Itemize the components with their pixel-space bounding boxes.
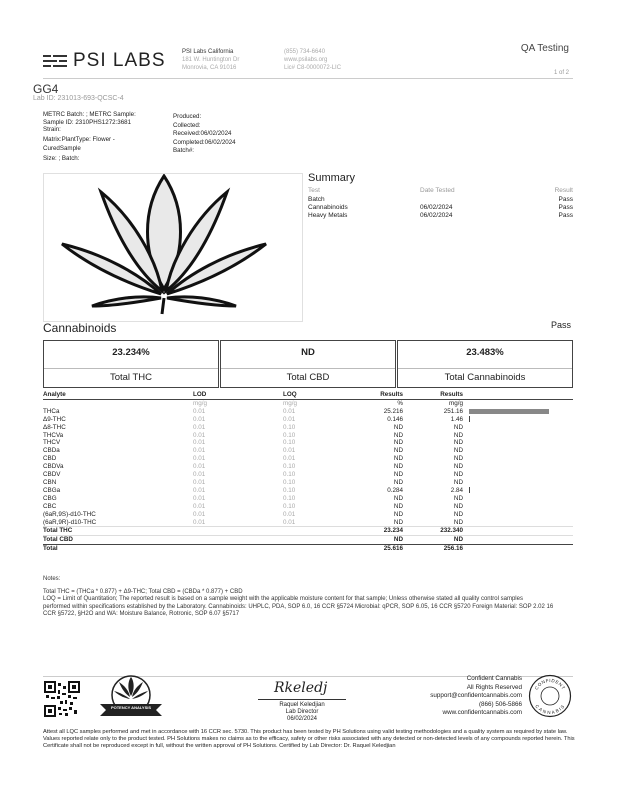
lod-value: 0.01 xyxy=(193,415,206,423)
table-row xyxy=(43,463,573,471)
result-mg: ND xyxy=(453,510,463,518)
result-bar-cell xyxy=(463,487,573,495)
result-bar-cell xyxy=(463,463,573,471)
result-percent: ND xyxy=(393,423,403,431)
signatory: Raquel Keledjian Lab Director 06/02/2024 xyxy=(279,702,325,722)
result-bar xyxy=(469,416,470,422)
summary-row: Cannabinoids 06/02/2024 Pass xyxy=(308,204,573,211)
result-percent: ND xyxy=(393,478,403,486)
header-divider xyxy=(43,78,573,79)
table-row xyxy=(43,439,573,447)
sample-image xyxy=(43,173,303,322)
notes-body: Total THC = (THCa * 0.877) + Δ9-THC; Total CBD = (CBDa * 0.877) + CBD LOQ = Limit of Quantitation; The reported result is based on a sample weight with the applicable moisture content for that sample; Unless otherwise stated all quality control samples performed within specifications established by the Laboratory. Cannabinoids: UHPLC, PDA, SOP 6.0, 16 CCR §5724 Microbial: qPCR, SOP 6.05, 16 CCR §5720 Foreign Material: SOP 2.02 16 CCR §5722, §H2O and WA: Moisture Balance, Rotronic, SOP 6.07 §5717 xyxy=(43,589,554,617)
loq-value: 0.01 xyxy=(283,447,296,455)
loq-value: 0.01 xyxy=(283,518,296,526)
notes-title: Notes: xyxy=(43,576,61,582)
svg-text:CONFIDENT: CONFIDENT xyxy=(533,677,567,691)
analyte-name: CBGa xyxy=(43,486,61,494)
table-row xyxy=(43,424,573,432)
result-mg: ND xyxy=(453,502,463,510)
analyte-name: CBDVa xyxy=(43,463,64,471)
table-row xyxy=(43,471,573,479)
result-bar-cell xyxy=(463,432,573,440)
result-mg: 1.46 xyxy=(450,415,463,423)
loq-value: 0.01 xyxy=(283,415,296,423)
lod-value: 0.01 xyxy=(193,439,206,447)
potency-badge xyxy=(90,672,172,722)
analyte-name: THCa xyxy=(43,407,60,415)
lod-value: 0.01 xyxy=(193,502,206,510)
signature-line xyxy=(258,699,346,700)
summary-rows xyxy=(308,196,573,220)
analyte-name: CBG xyxy=(43,494,57,502)
brand-name: PSI LABS xyxy=(73,50,166,71)
footer-disclaimer: Attest all LQC samples performed and met in accordance with 16 CCR sec. 5730. This product has been tested by PH Solutions using valid testing methodologies and a quality system as required by state law. Values reported relate only to the product tested. PH Solutions makes no claims as to the efficacy, safety or other risks associated with any detected or non-detected levels of any compounds reported herein. This Certificate shall not be reproduced except in full, without the written approval of PH Solutions. Certified by Lab Director: Dr. Raquel Keledjian xyxy=(43,729,575,749)
result-mg: 251.16 xyxy=(443,407,463,415)
lod-value: 0.01 xyxy=(193,447,206,455)
signature: Rkeledj xyxy=(274,680,328,696)
lod-value: 0.01 xyxy=(193,431,206,439)
cannabis-badge-icon xyxy=(90,672,172,722)
result-percent: 25.216 xyxy=(383,407,403,415)
analyte-name: CBC xyxy=(43,502,57,510)
loq-value: 0.01 xyxy=(283,455,296,463)
result-percent: ND xyxy=(393,518,403,526)
analyte-name: CBDa xyxy=(43,447,60,455)
result-bar-cell xyxy=(463,511,573,519)
qr-code xyxy=(44,681,80,717)
cannabis-leaf-icon xyxy=(44,174,302,321)
confident-cannabis-seal xyxy=(528,674,572,718)
table-row xyxy=(43,455,573,463)
lab-contact: (855) 734-6640 www.psilabs.org Lic# C8-0000072-LIC xyxy=(284,49,342,71)
table-row xyxy=(43,519,573,527)
analyte-name: (6aR,9R)-d10-THC xyxy=(43,518,97,526)
result-bar-cell xyxy=(463,447,573,455)
page-number: 1 of 2 xyxy=(553,70,569,76)
summary-title: Summary xyxy=(308,172,356,184)
result-percent: 0.284 xyxy=(387,486,403,494)
lod-value: 0.01 xyxy=(193,463,206,471)
analyte-name: Δ9-THC xyxy=(43,415,66,423)
analyte-name: Δ8-THC xyxy=(43,423,66,431)
result-mg: ND xyxy=(453,478,463,486)
total-cbd-box: ND Total CBD xyxy=(220,340,396,388)
analyte-name: CBN xyxy=(43,478,57,486)
table-units: mg/g mg/g % mg/g xyxy=(193,399,463,407)
loq-value: 0.01 xyxy=(283,510,296,518)
table-row xyxy=(43,408,573,416)
result-bar-cell xyxy=(463,495,573,503)
result-percent: ND xyxy=(393,431,403,439)
result-bar-cell xyxy=(463,455,573,463)
table-row xyxy=(43,432,573,440)
result-bar-cell xyxy=(463,519,573,527)
analyte-name: CBD xyxy=(43,455,57,463)
loq-value: 0.10 xyxy=(283,502,296,510)
psi-labs-logo xyxy=(43,50,166,72)
sample-info-right: Produced: Collected: Received:06/02/2024 Completed:06/02/2024 Batch#: xyxy=(173,113,236,155)
lab-address: PSI Labs California 181 W. Huntington Dr Monrovia, CA 91016 xyxy=(182,49,240,71)
result-mg: ND xyxy=(453,494,463,502)
seal-icon xyxy=(528,674,572,718)
qr-code-icon xyxy=(44,681,80,717)
result-bar xyxy=(469,409,549,414)
result-percent: ND xyxy=(393,502,403,510)
loq-value: 0.10 xyxy=(283,471,296,479)
logo-lines-icon xyxy=(43,53,67,69)
svg-text:CANNABIS: CANNABIS xyxy=(534,703,566,716)
result-mg: ND xyxy=(453,423,463,431)
result-percent: ND xyxy=(393,447,403,455)
total-cannabinoids-box: 23.483% Total Cannabinoids xyxy=(397,340,573,388)
result-bar-cell xyxy=(463,439,573,447)
table-row xyxy=(43,495,573,503)
result-percent: ND xyxy=(393,471,403,479)
loq-value: 0.10 xyxy=(283,439,296,447)
total-thc-row: Total THC 23.234 232.340 xyxy=(43,527,573,536)
result-percent: 0.146 xyxy=(387,415,403,423)
result-mg: ND xyxy=(453,471,463,479)
result-percent: ND xyxy=(393,494,403,502)
lod-value: 0.01 xyxy=(193,486,206,494)
total-cbd-row: Total CBD ND ND xyxy=(43,536,573,545)
lod-value: 0.01 xyxy=(193,518,206,526)
result-percent: ND xyxy=(393,510,403,518)
result-bar-cell xyxy=(463,416,573,424)
total-thc-box: 23.234% Total THC xyxy=(43,340,219,388)
loq-value: 0.10 xyxy=(283,478,296,486)
loq-value: 0.10 xyxy=(283,431,296,439)
result-mg: ND xyxy=(453,447,463,455)
loq-value: 0.01 xyxy=(283,407,296,415)
lod-value: 0.01 xyxy=(193,423,206,431)
table-row xyxy=(43,511,573,519)
cannabinoids-title: Cannabinoids xyxy=(43,321,117,335)
table-row xyxy=(43,416,573,424)
result-percent: ND xyxy=(393,455,403,463)
confident-cannabis-info: Confident Cannabis All Rights Reserved support@confidentcannabis.com (866) 506-5866 www.confidentcannabis.com xyxy=(430,675,522,717)
sample-name: GG4 xyxy=(33,82,59,96)
loq-value: 0.10 xyxy=(283,423,296,431)
cannabinoids-table xyxy=(43,391,573,553)
grand-total-row: Total 25.616 256.16 xyxy=(43,545,573,553)
loq-value: 0.10 xyxy=(283,486,296,494)
result-bar xyxy=(469,487,470,493)
lod-value: 0.01 xyxy=(193,455,206,463)
result-mg: ND xyxy=(453,518,463,526)
result-bar-cell xyxy=(463,479,573,487)
analyte-name: (6aR,9S)-d10-THC xyxy=(43,510,96,518)
lod-value: 0.01 xyxy=(193,478,206,486)
lab-id: Lab ID: 231013-693-QCSC-4 xyxy=(33,95,124,102)
lod-value: 0.01 xyxy=(193,494,206,502)
result-mg: ND xyxy=(453,455,463,463)
table-row xyxy=(43,487,573,495)
result-bar-cell xyxy=(463,408,573,416)
table-header: Analyte LOD LOQ Results Results xyxy=(43,391,573,399)
table-row xyxy=(43,503,573,511)
result-bar-cell xyxy=(463,503,573,511)
result-mg: ND xyxy=(453,439,463,447)
loq-value: 0.10 xyxy=(283,494,296,502)
analyte-name: THCVa xyxy=(43,431,64,439)
table-row xyxy=(43,447,573,455)
result-mg: ND xyxy=(453,463,463,471)
badge-text: POTENCY ANALYSIS xyxy=(110,705,152,710)
cannabinoids-status: Pass xyxy=(550,320,571,330)
lod-value: 0.01 xyxy=(193,407,206,415)
result-bar-cell xyxy=(463,424,573,432)
result-mg: ND xyxy=(453,431,463,439)
result-percent: ND xyxy=(393,463,403,471)
loq-value: 0.10 xyxy=(283,463,296,471)
analyte-name: THCV xyxy=(43,439,61,447)
lod-value: 0.01 xyxy=(193,471,206,479)
analyte-name: CBDV xyxy=(43,471,61,479)
doc-type: QA Testing xyxy=(520,43,569,54)
table-row xyxy=(43,479,573,487)
result-percent: ND xyxy=(393,439,403,447)
sample-info-left: METRC Batch: ; METRC Sample: Sample ID: 2310PHS1272:3681 Strain: Matrix:PlantType: Flower - CuredSample Size: ; Batch: xyxy=(43,111,136,162)
result-mg: 2.84 xyxy=(450,486,463,494)
summary-header: Test Date Tested Result xyxy=(308,187,573,194)
lod-value: 0.01 xyxy=(193,510,206,518)
summary-row: Batch Pass xyxy=(308,196,573,203)
summary-row: Heavy Metals 06/02/2024 Pass xyxy=(308,212,573,219)
result-bar-cell xyxy=(463,471,573,479)
